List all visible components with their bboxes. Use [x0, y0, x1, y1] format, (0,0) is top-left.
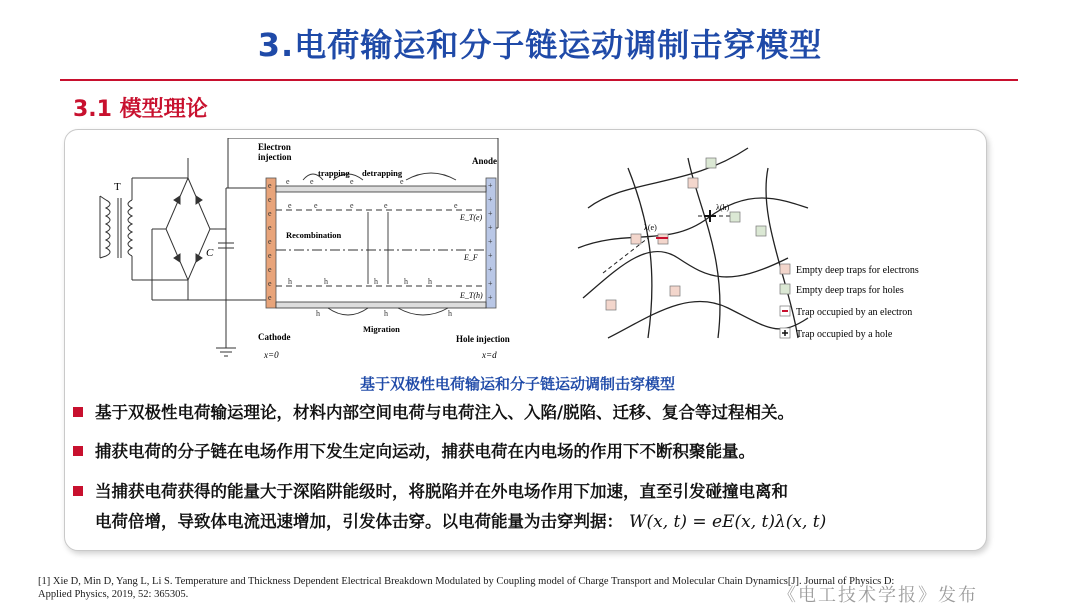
svg-text:e: e — [350, 177, 354, 186]
recombination-label: Recombination — [286, 230, 342, 240]
section-heading: 3.1 模型理论 — [73, 97, 208, 122]
svg-text:e: e — [268, 293, 272, 302]
title-divider — [60, 79, 1018, 81]
detrapping-label: detrapping — [362, 168, 403, 178]
ef-label: E_F — [464, 253, 478, 262]
conduction-band — [276, 186, 486, 192]
svg-text:h: h — [316, 309, 320, 318]
band-electrons — [286, 177, 458, 210]
diodes — [174, 196, 202, 262]
svg-text:+: + — [488, 293, 493, 302]
chain-legend — [780, 264, 919, 340]
anode-position: x=d — [482, 350, 497, 360]
cathode-label: Cathode — [258, 332, 291, 342]
slide-title: 3.电荷输运和分子链运动调制击穿模型 — [257, 26, 823, 64]
valence-band — [276, 302, 486, 308]
legend-swatch-hole-trap — [780, 284, 790, 294]
legend-label: Empty deep traps for holes — [796, 285, 904, 296]
svg-text:h: h — [404, 277, 408, 286]
bullet-marker — [73, 446, 83, 456]
svg-text:h: h — [428, 277, 432, 286]
lambda-e-label: λ(e) — [644, 223, 657, 232]
migration-label: Migration — [363, 324, 400, 334]
svg-text:e: e — [350, 201, 354, 210]
trapping-label: trapping — [318, 168, 350, 178]
svg-text:e: e — [288, 201, 292, 210]
svg-text:e: e — [268, 251, 272, 260]
band-holes — [288, 277, 452, 318]
svg-text:e: e — [454, 201, 458, 210]
svg-text:e: e — [384, 201, 388, 210]
legend-label: Empty deep traps for electrons — [796, 265, 919, 276]
anode-charges — [488, 181, 493, 302]
svg-text:e: e — [268, 279, 272, 288]
legend-label: Trap occupied by a hole — [796, 329, 893, 340]
svg-text:h: h — [324, 277, 328, 286]
svg-text:h: h — [374, 277, 378, 286]
svg-text:e: e — [314, 201, 318, 210]
transition-arrows — [303, 173, 456, 315]
bullet-text: 电荷倍增，导致体电流迅速增加，引发体击穿。以电荷能量为击穿判据： — [95, 512, 623, 531]
cathode-position: x=0 — [264, 350, 279, 360]
svg-text:e: e — [268, 181, 272, 190]
bullet-continuation — [95, 507, 826, 537]
svg-text:+: + — [488, 237, 493, 246]
svg-text:e: e — [286, 177, 290, 186]
bullet-text: 当捕获电荷获得的能量大于深陷阱能级时，将脱陷并在外电场作用下加速，直至引发碰撞电离和 — [95, 482, 788, 501]
svg-text:e: e — [268, 209, 272, 218]
svg-text:+: + — [488, 195, 493, 204]
circuit-diagram — [100, 138, 498, 356]
svg-text:h: h — [384, 309, 388, 318]
hole-injection-label: Hole injection — [456, 334, 510, 344]
bullet-text: 基于双极性电荷输运理论，材料内部空间电荷与电荷注入、入陷/脱陷、迁移、复合等过程相关。 — [95, 403, 795, 422]
bullet-marker — [73, 407, 83, 417]
bullet-marker — [73, 486, 83, 496]
transformer-label: T — [114, 181, 121, 193]
bullet-text: 捕获电荷的分子链在电场作用下发生定向运动，捕获电荷在内电场的作用下不断积聚能量。 — [95, 442, 755, 461]
reference-line: [1] Xie D, Min D, Yang L, Li S. Temperature and Thickness Dependent Electrical Breakdown Modulated by Coupling model of Charge Transport and Molecular Chain Dynamics[J]. Journal of Physics D: — [38, 576, 895, 587]
figure-caption: 基于双极性电荷输运和分子链运动调制击穿模型 — [359, 375, 675, 393]
bullet-item — [73, 398, 794, 428]
svg-text:+: + — [488, 209, 493, 218]
journal-watermark: 《电工技术学报》发布 — [778, 585, 978, 606]
et-h-label: E_T(h) — [460, 291, 483, 300]
svg-text:e: e — [268, 195, 272, 204]
trap-sites — [606, 158, 766, 310]
svg-text:+: + — [488, 265, 493, 274]
svg-text:h: h — [288, 277, 292, 286]
svg-text:+: + — [488, 251, 493, 260]
svg-text:e: e — [268, 237, 272, 246]
bullet-item — [73, 477, 788, 507]
svg-text:h: h — [448, 309, 452, 318]
svg-text:+: + — [488, 223, 493, 232]
reference-line: Applied Physics, 2019, 52: 365305. — [38, 589, 189, 600]
cathode-charges — [268, 181, 272, 302]
bullet-item — [73, 437, 755, 467]
svg-text:e: e — [310, 177, 314, 186]
svg-text:+: + — [488, 279, 493, 288]
model-figure — [88, 138, 978, 374]
legend-label: Trap occupied by an electron — [796, 307, 913, 318]
legend-swatch-electron-trap — [780, 264, 790, 274]
et-e-label: E_T(e) — [460, 213, 483, 222]
anode-label: Anode — [472, 156, 498, 166]
electron-injection-label: Electron injection — [258, 142, 292, 162]
svg-text:e: e — [268, 265, 272, 274]
capacitor-label: C — [206, 247, 214, 259]
breakdown-formula: W(x, t) = eE(x, t)λ(x, t) — [629, 512, 827, 532]
svg-text:e: e — [268, 223, 272, 232]
svg-text:+: + — [488, 181, 493, 190]
lambda-h-label: λ(h) — [716, 203, 730, 212]
svg-text:e: e — [400, 177, 404, 186]
